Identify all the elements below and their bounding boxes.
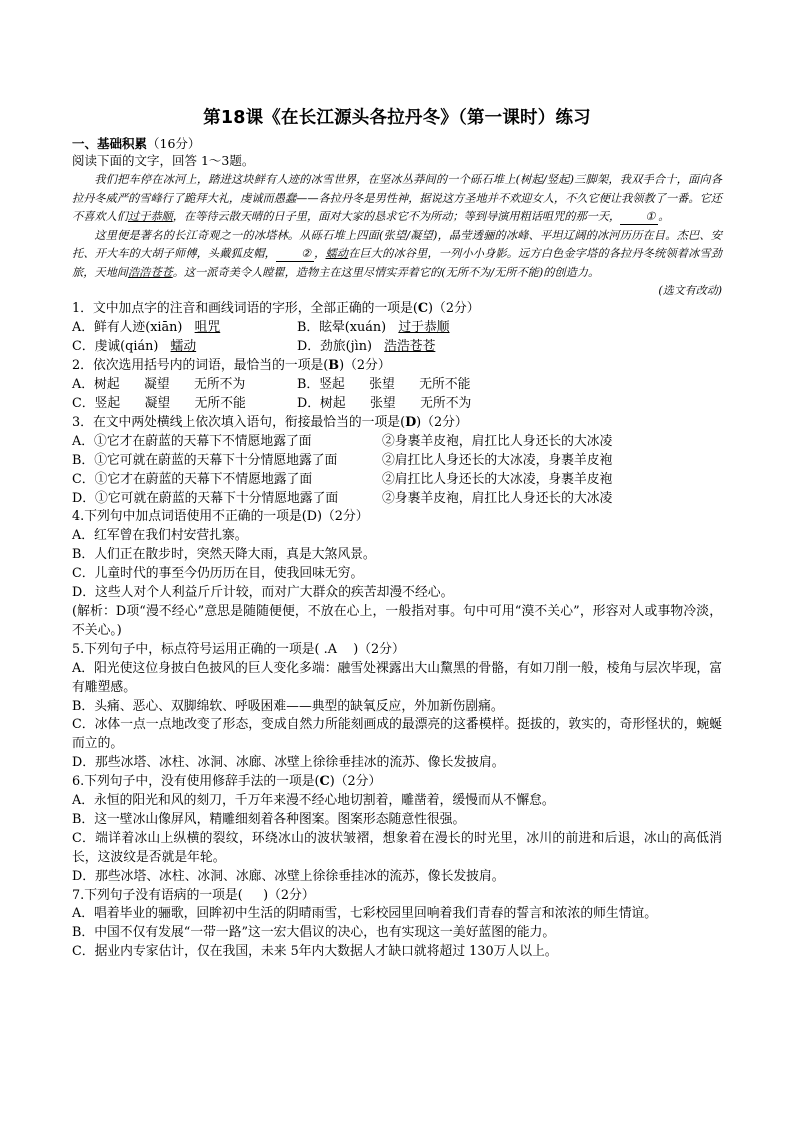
option-word: 无所不为 bbox=[194, 377, 246, 393]
option-a: A．阳光使这位身披白色披风的巨人变化多端：融雪处裸露出大山黧黑的骨骼，有如刀削一般，棱角与层次毕现，富有雕塑感。 bbox=[72, 660, 722, 695]
fill-blank-1: ① bbox=[620, 210, 658, 225]
option-a: A．唱着毕业的骊歌，回眸初中生活的阴晴雨雪，七彩校园里回响着我们青春的誓言和浓浓的师生情谊。 bbox=[72, 906, 658, 922]
option-d bbox=[297, 338, 435, 357]
passage-text: 在巨大的冰谷里，一列小小身影。远方白色金字塔的各拉丹冬统领着冰雪劲旅，天地间 bbox=[72, 247, 722, 279]
question-points: )（2分） bbox=[416, 414, 468, 430]
option-word: 张望 bbox=[370, 396, 396, 411]
underlined-phrase: 浩浩苍苍 bbox=[127, 265, 173, 279]
option-b bbox=[72, 452, 722, 471]
passage-text: 这里便是著名的长江奇观之一的冰塔林。从砾石堆上四面(张望/凝望)，晶莹透骊的冰峰、平坦辽阔的冰河历历在目。杰巴、安托、开大车的大胡子师傅，头戴狐皮帽， bbox=[72, 228, 722, 261]
option-word: A．树起 bbox=[72, 377, 120, 393]
option-word: 无所不能 bbox=[194, 396, 246, 411]
question-7 bbox=[72, 887, 722, 906]
underlined-phrase: 蠕动 bbox=[325, 247, 349, 261]
question-stem: 3．在文中两处横线上依次填入语句，衔接最恰当的一项是( bbox=[72, 414, 406, 430]
options-row bbox=[72, 376, 722, 395]
option-part-2: ②身裹羊皮袍，肩扛比人身还长的大冰凌 bbox=[382, 490, 613, 506]
answer-mark: C bbox=[417, 301, 429, 317]
option-d bbox=[72, 490, 722, 509]
question-6 bbox=[72, 773, 722, 792]
option-d: D．那些冰塔、冰柱、冰洞、冰廊、冰壁上徐徐垂挂冰的流苏，像长发披肩。 bbox=[72, 868, 505, 884]
option-c bbox=[72, 395, 297, 414]
option-part-1: A．①它才在蔚蓝的天幕下不情愿地露了面 bbox=[72, 433, 312, 449]
option-text: D．劲旅(jìn) bbox=[297, 339, 372, 355]
passage-paragraph-2 bbox=[72, 227, 722, 283]
question-points: )（2分） bbox=[329, 774, 382, 790]
option-word: 咀咒 bbox=[194, 320, 221, 336]
option-b: B．人们正在散步时，突然天降大雨，真是大煞风景。 bbox=[72, 547, 376, 563]
option-word: C．竖起 bbox=[72, 396, 121, 411]
option-word: 无所不为 bbox=[420, 396, 472, 411]
option-word: D．树起 bbox=[297, 396, 346, 411]
passage-text: ， bbox=[313, 247, 326, 261]
options-row bbox=[72, 319, 722, 338]
question-1 bbox=[72, 300, 722, 319]
question-stem: 2．依次选用括号内的词语，最恰当的一项是( bbox=[72, 358, 329, 374]
option-word: 无所不能 bbox=[419, 377, 471, 393]
section-points: （16分） bbox=[147, 136, 201, 151]
answer-mark: D bbox=[405, 414, 417, 430]
option-d bbox=[297, 395, 471, 414]
worksheet-title: 第18课《在长江源头各拉丹冬》（第一课时）练习 bbox=[203, 108, 591, 128]
option-text: B．眩晕(xuán) bbox=[297, 320, 387, 336]
question-stem: 1．文中加点字的注音和画线词语的字形，全部正确的一项是( bbox=[72, 301, 418, 317]
option-word: 浩浩苍苍 bbox=[384, 339, 436, 355]
analysis-note: (解析：D项“漫不经心”意思是随随便便，不放在心上，一般指对事。句中可用“漠不关心”，形容对人或事物冷淡，不关心。) bbox=[72, 603, 722, 638]
answer-mark: C bbox=[319, 774, 330, 790]
section-heading bbox=[72, 135, 722, 152]
reading-passage bbox=[72, 171, 722, 301]
question-points: )（2分） bbox=[353, 641, 405, 657]
option-word: 过于恭顺 bbox=[398, 320, 450, 336]
options-row bbox=[72, 338, 722, 357]
option-part-1: C．①它才在蔚蓝的天幕下不情愿地露了面 bbox=[72, 471, 313, 487]
question-stem: 6.下列句子中，没有使用修辞手法的一项是( bbox=[72, 774, 320, 790]
option-word: 凝望 bbox=[144, 377, 170, 393]
option-part-1: B．①它可就在蔚蓝的天幕下十分情愿地露了面 bbox=[72, 452, 338, 468]
question-stem: 7.下列句子没有语病的一项是( bbox=[72, 887, 243, 903]
passage-text: 。 bbox=[658, 210, 670, 224]
option-b bbox=[297, 319, 450, 338]
option-part-2: ②身裹羊皮袍，肩扛比人身还长的大冰凌 bbox=[382, 433, 613, 449]
question-4: 4.下列句中加点词语使用不正确的一项是(D)（2分） bbox=[72, 509, 369, 525]
option-part-1: D．①它可就在蔚蓝的天幕下十分情愿地露了面 bbox=[72, 490, 339, 506]
options-row bbox=[72, 395, 722, 414]
option-a: A．红军曾在我们村安营扎寨。 bbox=[72, 528, 248, 544]
option-a: A．永恒的阳光和风的刻刀，千万年来漫不经心地切割着，雕凿着，缓慢而从不懈怠。 bbox=[72, 793, 555, 809]
option-d: D．那些冰塔、冰柱、冰洞、冰廊、冰壁上徐徐垂挂冰的流苏、像长发披肩。 bbox=[72, 755, 505, 771]
option-text: C．虔诚(qián) bbox=[72, 339, 159, 355]
option-part-2: ②肩扛比人身还长的大冰凌，身裹羊皮袍 bbox=[382, 452, 613, 468]
underlined-phrase: 过于恭顺 bbox=[127, 210, 173, 224]
passage-paragraph-1 bbox=[72, 171, 722, 227]
option-d: D．这些人对个人利益斤斤计较，而对广大群众的疾苦却漫不经心。 bbox=[72, 585, 454, 601]
passage-text: 。这一派奇美令人瞠瞿，造物主在这里尽情实弄着它的(无所不为/无所不能)的创造力。 bbox=[172, 265, 600, 279]
option-text: A．鲜有人迹(xiān) bbox=[72, 320, 183, 336]
question-points: )（2分） bbox=[428, 301, 480, 317]
answer-mark: .A bbox=[323, 641, 337, 657]
option-part-2: ②肩扛比人身还长的大冰凌，身裹羊皮袍 bbox=[382, 471, 613, 487]
reading-instruction: 阅读下面的文字，回答 1～3题。 bbox=[72, 153, 255, 168]
option-word: 蠕动 bbox=[170, 339, 197, 355]
passage-source-note: (选文有改动) bbox=[658, 284, 722, 298]
option-word: B．竖起 bbox=[297, 377, 345, 393]
option-c: C．据业内专家估计，仅在我国，未来 5年内大数据人才缺口就将超过 130万人以上。 bbox=[72, 944, 558, 960]
option-c bbox=[72, 471, 722, 490]
question-stem: 5.下列句子中，标点符号运用正确的一项是( bbox=[72, 641, 320, 657]
option-c: C．儿童时代的事至今仍历历在目，使我回味无穷。 bbox=[72, 566, 364, 582]
option-b bbox=[297, 376, 470, 395]
question-3 bbox=[72, 414, 722, 433]
option-b: B．中国不仅有发展“一带一路”这一宏大倡议的决心，也有实现这一美好蓝图的能力。 bbox=[72, 925, 556, 941]
question-2 bbox=[72, 357, 722, 376]
option-word: 张望 bbox=[369, 377, 395, 393]
question-5 bbox=[72, 641, 722, 660]
option-b: B．这一壁冰山像屏风，精雕细刻着各种图案。图案形态随意性很强。 bbox=[72, 811, 466, 827]
passage-text: ，在等待云散天晴的日子里，面对大家的恳求它不为所动；等到导演用粗话咀咒的那一天， bbox=[172, 210, 621, 224]
fill-blank-2: ② bbox=[276, 247, 314, 262]
question-points: )（2分） bbox=[263, 887, 315, 903]
worksheet-page bbox=[72, 104, 722, 962]
option-b: B．头痛、恶心、双脚绵软、呼吸困难——典型的缺氧反应，外加新伤剧痛。 bbox=[72, 698, 504, 714]
option-a bbox=[72, 376, 297, 395]
section-label: 一、基础积累 bbox=[72, 136, 148, 151]
option-c bbox=[72, 338, 297, 357]
option-c: C．端详着冰山上纵横的裂纹，环绕冰山的波状皱褶，想象着在漫长的时光里，冰川的前进和后退，冰山的高低消长，这波纹是否就是年轮。 bbox=[72, 830, 722, 865]
option-word: 凝望 bbox=[144, 396, 171, 411]
option-c: C．冰体一点一点地改变了形态，变成自然力所能刻画成的最漂亮的这番模样。挺拔的，敦实的，奇形怪状的，蜿蜒而立的。 bbox=[72, 717, 722, 752]
option-a bbox=[72, 433, 722, 452]
answer-mark: B bbox=[328, 358, 340, 374]
question-points: )（2分） bbox=[339, 358, 391, 374]
option-a bbox=[72, 319, 297, 338]
passage-text: 我们把车停在冰河上，踏进这块鲜有人迹的冰雪世界，在坚冰丛莽间的一个砾石堆上(树起/竖起)三脚架，我双手合十，面向各拉丹冬威严的雪峰行了跪拜大礼，虔诚而愚蠢——各拉丹冬是男性神，据说这方圣地并不欢迎女人，不久它便让我领教了一番。它还不喜欢人们 bbox=[72, 172, 722, 224]
